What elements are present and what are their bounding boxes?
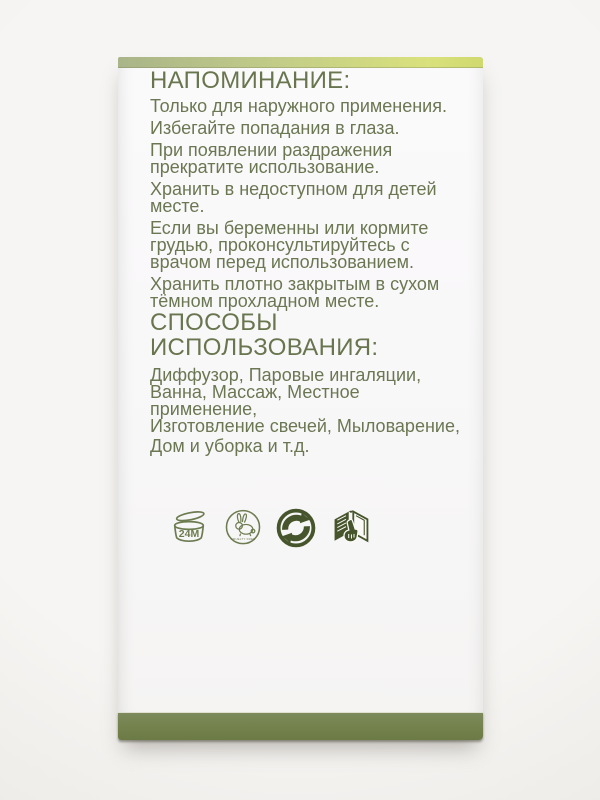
period-after-opening-icon xyxy=(168,508,210,548)
text-line: Если вы беременны или кормите xyxy=(150,218,429,238)
usage-title xyxy=(150,310,467,360)
reminder-paragraph xyxy=(150,98,467,115)
text-line: Хранить плотно закрытым в сухом xyxy=(150,274,440,294)
reminder-paragraph xyxy=(150,220,467,271)
text-line: грудью, проконсультируйтесь с xyxy=(150,235,410,255)
box-back-panel xyxy=(118,68,483,712)
cruelty-free-label: CRUELTY FREE xyxy=(230,537,256,541)
usage-title-line: СПОСОБЫ xyxy=(150,309,278,336)
reminder-paragraph xyxy=(150,181,467,215)
text-line: тёмном прохладном месте. xyxy=(150,291,380,311)
green-dot-recycling-icon xyxy=(276,508,316,548)
usage-title-line: ИСПОЛЬЗОВАНИЯ: xyxy=(150,334,379,361)
text-line: При появлении раздражения xyxy=(150,140,393,160)
period-after-opening-label: 24M xyxy=(178,528,200,541)
text-line: Изготовление свечей, Мыловарение, xyxy=(150,416,460,436)
text-line: Диффузор, Паровые ингаляции, xyxy=(150,365,422,385)
cruelty-free-rabbit-icon xyxy=(223,508,263,548)
rabbit-figure xyxy=(236,514,255,536)
packaging-symbols-row xyxy=(168,507,467,549)
text-line: Только для наружного применения. xyxy=(150,96,447,116)
text-line: Дом и уборка и т.д. xyxy=(150,436,310,456)
usage-paragraph xyxy=(150,367,467,455)
text-line: Избегайте попадания в глаза. xyxy=(150,118,400,138)
reminder-paragraph xyxy=(150,276,467,310)
text-line: врачом перед использованием. xyxy=(150,252,414,272)
box-bottom-band xyxy=(118,712,483,740)
reminder-paragraph xyxy=(150,142,467,176)
text-line: месте. xyxy=(150,196,205,216)
read-leaflet-hand-icon xyxy=(329,507,373,549)
reminder-paragraph xyxy=(150,120,467,137)
text-line: прекратите использование. xyxy=(150,157,380,177)
reminder-title: НАПОМИНАНИЕ: xyxy=(150,67,351,94)
product-box xyxy=(118,57,483,740)
text-line: Хранить в недоступном для детей xyxy=(150,179,437,199)
text-line: Ванна, Массаж, Местное применение, xyxy=(150,382,360,419)
